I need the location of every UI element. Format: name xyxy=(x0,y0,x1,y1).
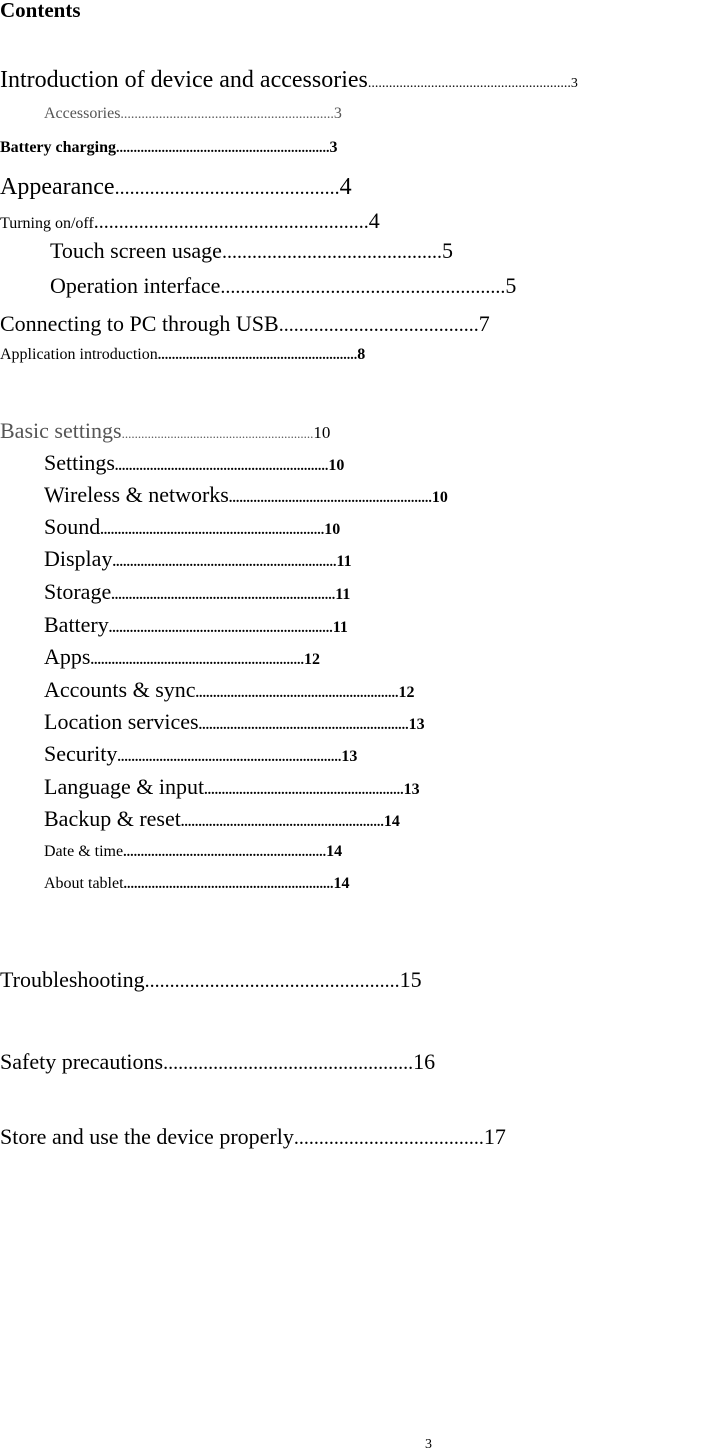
toc-entry-storage[interactable] xyxy=(44,581,350,603)
toc-entry-page: 11 xyxy=(336,553,352,570)
toc-entry-page: 4 xyxy=(368,208,380,233)
toc-entry-title: Turning on/off xyxy=(0,215,94,232)
toc-entry-leader: ............................................ xyxy=(221,241,442,263)
toc-entry-safety[interactable] xyxy=(0,1051,435,1073)
toc-entry-accessories[interactable] xyxy=(44,106,342,122)
toc-entry-leader: ................................................................ xyxy=(108,621,333,636)
toc-entry-page: 4 xyxy=(339,174,352,200)
toc-entry-appearance[interactable] xyxy=(0,175,352,199)
toc-entry-leader: ........................................................... xyxy=(121,426,314,441)
toc-entry-application-intro[interactable] xyxy=(0,347,365,363)
toc-entry-title: Touch screen usage xyxy=(50,238,222,263)
toc-entry-page: 10 xyxy=(313,423,331,442)
toc-entry-title: Wireless & networks xyxy=(44,482,229,507)
toc-entry-intro[interactable] xyxy=(0,68,578,92)
toc-entry-title: Date & time xyxy=(44,843,124,860)
toc-entry-page: 10 xyxy=(431,489,448,506)
toc-entry-page: 13 xyxy=(403,781,420,798)
toc-entry-sound[interactable] xyxy=(44,516,340,538)
toc-entry-leader: ......................................................... xyxy=(204,783,404,798)
toc-entry-leader: ............................................................. xyxy=(120,107,334,122)
page-title: Contents xyxy=(0,0,81,22)
toc-entry-page: 13 xyxy=(408,716,425,733)
toc-entry-backup[interactable] xyxy=(44,808,400,830)
toc-entry-title: Battery charging xyxy=(0,139,116,156)
toc-entry-page: 3 xyxy=(570,76,578,91)
toc-entry-security[interactable] xyxy=(44,743,357,765)
toc-entry-page: 3 xyxy=(333,105,342,122)
toc-entry-title: Storage xyxy=(44,579,112,604)
toc-entry-title: Introduction of device and accessories xyxy=(0,67,368,93)
toc-entry-page: 13 xyxy=(341,748,358,765)
toc-entry-page: 14 xyxy=(333,875,350,892)
toc-entry-title: Apps xyxy=(44,644,91,669)
toc-entry-leader: ............................................................. xyxy=(115,141,330,156)
toc-entry-page: 11 xyxy=(332,619,348,636)
toc-entry-leader: ............................................................ xyxy=(198,718,409,733)
toc-entry-title: Settings xyxy=(44,450,115,475)
toc-entry-title: Accounts & sync xyxy=(44,677,196,702)
toc-entry-page: 14 xyxy=(383,813,400,830)
toc-entry-accounts[interactable] xyxy=(44,679,415,701)
toc-entry-leader: .......................................................... xyxy=(228,491,432,506)
toc-entry-page: 8 xyxy=(357,346,366,363)
toc-entry-leader: ................................................................ xyxy=(112,555,337,570)
toc-entry-leader: ................................................................ xyxy=(117,750,342,765)
toc-entry-leader: .......................................................... xyxy=(180,815,384,830)
toc-entry-apps[interactable] xyxy=(44,646,320,668)
toc-entry-location[interactable] xyxy=(44,711,425,733)
toc-entry-date-time[interactable] xyxy=(44,844,342,860)
toc-entry-title: Location services xyxy=(44,709,199,734)
toc-entry-title: Connecting to PC through USB xyxy=(0,311,279,336)
toc-entry-page: 5 xyxy=(441,238,453,263)
toc-entry-page: 14 xyxy=(326,843,343,860)
toc-entry-leader: ............................................. xyxy=(114,177,340,199)
toc-entry-title: Battery xyxy=(44,612,109,637)
toc-entry-leader: .......................................................... xyxy=(367,76,571,91)
toc-entry-page: 15 xyxy=(399,967,422,992)
toc-entry-title: Store and use the device properly xyxy=(0,1124,294,1149)
toc-entry-leader: ................................................................ xyxy=(100,523,325,538)
toc-entry-leader: ...................................... xyxy=(293,1127,484,1149)
toc-entry-troubleshooting[interactable] xyxy=(0,969,422,991)
toc-entry-page: 5 xyxy=(505,273,517,298)
toc-entry-page: 16 xyxy=(413,1049,436,1074)
toc-entry-leader: ............................................................. xyxy=(114,459,329,474)
toc-entry-connecting-pc[interactable] xyxy=(0,313,490,335)
toc-entry-title: Basic settings xyxy=(0,418,122,443)
toc-entry-leader: ....................................................... xyxy=(93,211,369,233)
toc-entry-page: 10 xyxy=(324,521,341,538)
toc-entry-title: Backup & reset xyxy=(44,806,181,831)
toc-entry-basic-settings[interactable] xyxy=(0,420,330,442)
toc-entry-leader: ......................................................... xyxy=(157,348,358,363)
toc-entry-leader: ............................................................ xyxy=(123,877,334,892)
toc-entry-language[interactable] xyxy=(44,776,420,798)
toc-entry-leader: .......................................................... xyxy=(195,686,399,701)
toc-entry-title: Language & input xyxy=(44,774,205,799)
toc-entry-title: Sound xyxy=(44,514,101,539)
toc-entry-title: Safety precautions xyxy=(0,1049,164,1074)
toc-entry-title: Application introduction xyxy=(0,346,158,363)
toc-entry-page: 12 xyxy=(398,684,415,701)
toc-entry-page: 17 xyxy=(483,1124,506,1149)
toc-entry-page: 7 xyxy=(478,311,490,336)
footer-page-number: 3 xyxy=(425,1437,432,1452)
toc-entry-leader: .......................................................... xyxy=(123,845,327,860)
toc-entry-title: Operation interface xyxy=(50,273,221,298)
toc-entry-leader: ........................................ xyxy=(278,314,479,336)
toc-entry-title: About tablet xyxy=(44,875,124,892)
toc-entry-leader: ................................................................ xyxy=(111,588,336,603)
toc-entry-about-tablet[interactable] xyxy=(44,876,350,892)
toc-entry-wireless[interactable] xyxy=(44,484,448,506)
toc-entry-battery[interactable] xyxy=(44,614,348,636)
toc-entry-store[interactable] xyxy=(0,1126,506,1148)
toc-entry-leader: ................................................... xyxy=(144,970,400,992)
toc-entry-title: Appearance xyxy=(0,174,115,200)
toc-entry-title: Accessories xyxy=(44,105,121,122)
toc-entry-page: 3 xyxy=(329,139,338,156)
toc-entry-leader: .................................................. xyxy=(163,1052,414,1074)
toc-entry-title: Troubleshooting xyxy=(0,967,145,992)
toc-entry-operation-interface[interactable] xyxy=(50,275,516,297)
toc-entry-title: Security xyxy=(44,741,118,766)
toc-entry-leader: ......................................................... xyxy=(220,276,506,298)
toc-entry-leader: ............................................................. xyxy=(90,653,304,668)
toc-entry-title: Display xyxy=(44,546,113,571)
toc-entry-touch-screen[interactable] xyxy=(50,240,453,262)
toc-entry-battery-charging[interactable] xyxy=(0,140,337,156)
toc-entry-page: 10 xyxy=(328,457,345,474)
toc-entry-display[interactable] xyxy=(44,548,352,570)
toc-entry-page: 11 xyxy=(335,586,351,603)
toc-entry-page: 12 xyxy=(303,651,320,668)
toc-entry-settings[interactable] xyxy=(44,452,344,474)
toc-entry-turning-on-off[interactable] xyxy=(0,210,380,232)
